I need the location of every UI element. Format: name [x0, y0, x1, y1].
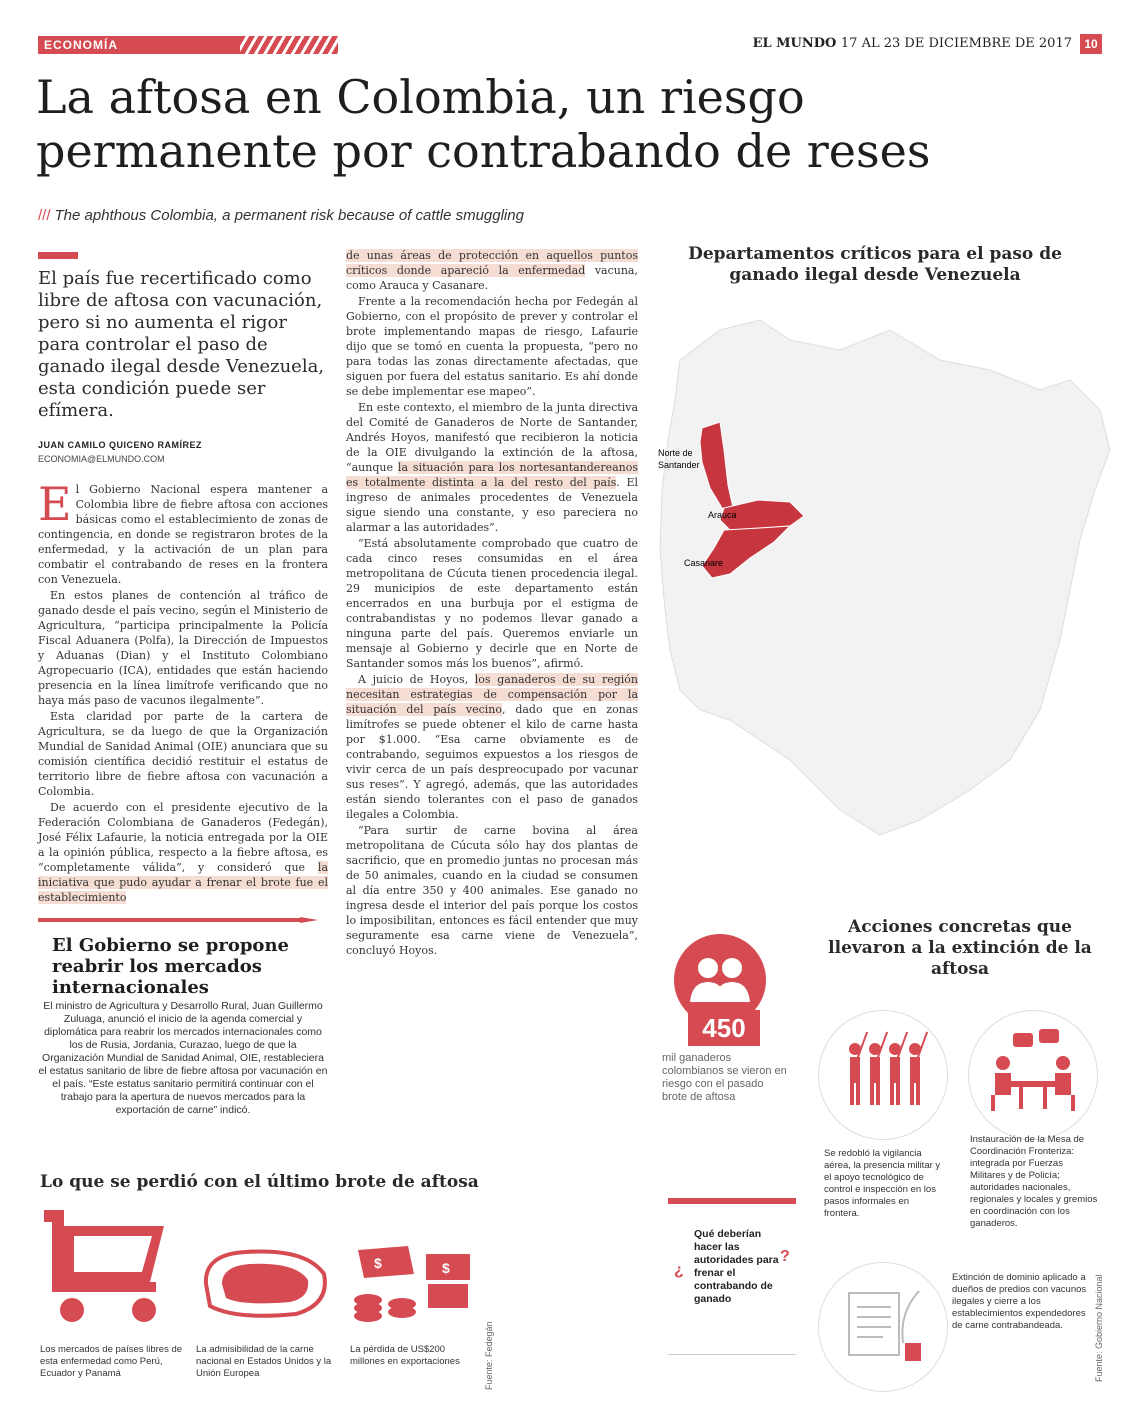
lead-bar	[38, 252, 78, 259]
svg-text:$: $	[442, 1260, 450, 1276]
masthead	[753, 36, 1072, 51]
map-label-casanare: Casanare	[684, 558, 724, 568]
col2-p3-highlight: la situación para los nortesantandereanos es totalmente distinta a la del resto del país	[346, 461, 638, 489]
page-number: 10	[1080, 34, 1102, 54]
map-label-norte-de-santander-1: Norte de	[658, 448, 693, 458]
lost-caption-2: La admisibilidad de la carne nacional en Estados Unidos y la Unión Europea	[196, 1344, 332, 1379]
lost-section-title: Lo que se perdió con el último brote de aftosa	[40, 1172, 479, 1192]
cart-icon	[40, 1206, 170, 1326]
document-quill-icon	[819, 1263, 947, 1391]
section-label: ECONOMÍA	[44, 38, 118, 52]
byline: JUAN CAMILO QUICENO RAMÍREZ	[38, 440, 202, 450]
col2-p5-highlight: los ganaderos de su región necesitan estrategias de compensación por la situación del país vecino	[346, 673, 638, 716]
lost-caption-3: La pérdida de US$200 millones en exportaciones	[350, 1344, 460, 1367]
col2-paragraph-1	[346, 248, 638, 293]
col2-p1-text: vacuna, como Arauca y Casanare.	[346, 264, 638, 292]
col2-p5-text-b: , dado que en zonas limítrofes se puede obtener el kilo de carne hasta por $1.000. “Esa carne obviamente es de contrabando, seguimos expuestos a los riesgos de vivir cerca de un país despreocupado por vacunar sus reses”. Y agregó, además, que las autoridades están siendo tolerantes con el paso de ganados ilegales a Colombia.	[346, 703, 638, 821]
dropcap: E	[38, 477, 72, 531]
col1-paragraph-3: Esta claridad por parte de la cartera de Agricultura, se da luego de que la Organización Mundial de Sanidad Animal (OIE) anunciara que su comisión científica decidió restituir el estatus de territorio libre de fiebre aftosa con vacunación a Colombia.	[38, 710, 328, 798]
meeting-icon	[969, 1011, 1097, 1139]
action-caption-1: Se redobló la vigilancia aérea, la presencia militar y el apoyo tecnológico de control e inspección en los pasos informales en frontera.	[824, 1148, 941, 1219]
venezuela-map	[640, 290, 1120, 850]
venezuela-landmass	[660, 320, 1110, 835]
col2-paragraph-2: Frente a la recomendación hecha por Fedegán al Gobierno, con el propósito de prever y controlar el brote implementando mapas de riesgo, Lafaurie dijo que se tomó en cuenta la propuesta, “pero no para todas las zonas directamente afectadas, que siguen por fuera del estatus sanitario. Es ahí donde se debe implementar ese mapeo”.	[346, 295, 638, 398]
subtitle-marks: ///	[38, 207, 51, 224]
action-circle-1	[818, 1010, 948, 1140]
map-title: Departamentos críticos para el paso de ganado ilegal desde Venezuela	[688, 244, 1062, 285]
action-caption-2: Instauración de la Mesa de Coordinación Fronteriza: integrada por Fuerzas Militares y de Policía; autoridades nacionales, regionales y locales y gremios en coordinación con los ganaderos.	[970, 1134, 1098, 1229]
meat-icon	[196, 1244, 332, 1320]
col2-paragraph-5	[346, 672, 638, 822]
actions-title: Acciones concretas que llevaron a la extinción de la aftosa	[828, 917, 1092, 979]
headline-line-2: permanente por contrabando de reses	[36, 124, 931, 178]
map-label-norte-de-santander-2: Santander	[658, 460, 700, 470]
map-label-arauca: Arauca	[708, 510, 737, 520]
sidebar-box-text: El ministro de Agricultura y Desarrollo Rural, Juan Guillermo Zuluaga, anunció el inicio de la agenda comercial y diplomática para reabrir los mercados internacionales como los de Rusia, Jordania, Curazao, luego de que la Organización Mundial de Sanidad Animal, OIE, restableciera el estatus sanitario de libre de fiebre aftosa por vacunación en el país. “Este estatus sanitario permitirá continuar con el trabajo para la apertura de nuevos mercados para la exportación de carne” indicó.	[38, 1000, 328, 1116]
subtitle	[38, 207, 524, 224]
issue-date: 17 AL 23 DE DICIEMBRE DE 2017	[840, 36, 1072, 51]
section-stripes	[240, 36, 338, 54]
soldiers-icon	[819, 1011, 947, 1139]
col2-p3-text-b: . El ingreso de animales procedentes de Venezuela sigue siendo una constante, y eso pareciera no alarmar a las autoridades”.	[346, 476, 638, 534]
col2-paragraph-6: “Para surtir de carne bovina al área metropolitana de Cúcuta sólo hay dos plantas de sacrificio, que en promedio juntas no procesan más de 50 animales, cuando en la ciudad se consumen al día entre 350 y 400 animales. Ese ganado no ingresa desde el interior del país porque los costos lo imposibilitan, entonces es fácil entender que muy seguramente esa carne viene de Venezuela”, concluyó Hoyos.	[346, 824, 638, 957]
article-column-1	[38, 477, 328, 906]
actions-source: Fuente: Gobierno Nacional	[1094, 1274, 1104, 1382]
money-icon	[348, 1244, 474, 1324]
paper-name: EL MUNDO	[752, 36, 837, 51]
lost-caption-1: Los mercados de países libres de esta enfermedad como Perú, Ecuador y Panamá	[40, 1344, 183, 1379]
lost-source: Fuente: Fedegán	[484, 1321, 494, 1390]
col1-p4-text: De acuerdo con el presidente ejecutivo de la Federación Colombiana de Ganaderos (Fedegán), José Félix Lafaurie, la noticia entregada por la OIE a la opinión pública, respecto a la fiebre aftosa, es “completamente válida”, y consideró que	[38, 801, 328, 874]
article-column-2	[346, 248, 638, 959]
action-caption-3: Extinción de dominio aplicado a dueños de predios con vacunos ilegales y cierre a los establecimientos expendedores de carne contrabandeada.	[952, 1272, 1087, 1331]
pencil-divider-icon	[38, 917, 318, 923]
col2-p5-text-a: A juicio de Hoyos,	[358, 673, 475, 686]
stat-caption: mil ganaderos colombianos se vieron en riesgo con el pasado brote de aftosa	[662, 1052, 787, 1103]
headline	[36, 70, 1116, 178]
col2-paragraph-3	[346, 400, 638, 535]
action-circle-2	[968, 1010, 1098, 1140]
action-circle-3	[818, 1262, 948, 1392]
col2-p1-highlight: de unas áreas de protección en aquellos puntos críticos donde apareció la enfermedad	[346, 249, 638, 277]
headline-line-1: La aftosa en Colombia, un riesgo	[36, 70, 805, 124]
subtitle-text: The aphthous Colombia, a permanent risk because of cattle smuggling	[54, 207, 524, 224]
sidebar-box-title: El Gobierno se propone reabrir los mercados internacionales	[52, 935, 289, 998]
question-text: Qué deberían hacer las autoridades para frenar el contrabando de ganado	[694, 1228, 779, 1305]
lead-paragraph: El país fue recertificado como libre de aftosa con vacunación, pero si no aumenta el rigor para controlar el paso de ganado ilegal desde Venezuela, esta condición puede ser efímera.	[38, 268, 325, 421]
col1-paragraph-1: l Gobierno Nacional espera mantener a Colombia libre de fiebre aftosa con acciones básicas como el establecimiento de zonas de contingencia, en donde se registraron brotes de la enfermedad, y la activación de un plan para combatir el contrabando de reses en la frontera con Venezuela.	[38, 483, 328, 586]
col2-p3-text-a: En este contexto, el miembro de la junta directiva del Comité de Ganaderos de Norte de Santander, Andrés Hoyos, manifestó que recibieron la noticia de la OIE divulgando la extinción de la aftosa, “aunque	[346, 401, 638, 474]
svg-text:$: $	[374, 1255, 382, 1271]
col1-paragraph-4	[38, 800, 328, 905]
col2-paragraph-4: “Está absolutamente comprobado que cuatro de cada cinco reses consumidas en el área metropolitana de Cúcuta tienen procedencia ilegal. 29 municipios de este departamento están encerrados en una burbuja por el estigma de contrabandistas y no podemos llevar ganado a ninguna parte del país. Queremos enviarle un mensaje al Gobierno y decirle que en Norte de Santander somos más los buenos”, afirmó.	[346, 537, 638, 670]
col1-p4-highlight: la iniciativa que pudo ayudar a frenar el brote fue el establecimiento	[38, 861, 328, 904]
question-open-mark: ¿	[674, 1262, 684, 1279]
author-email: ECONOMIA@ELMUNDO.COM	[38, 454, 165, 464]
stat-number: 450	[688, 1010, 760, 1046]
question-close-mark: ?	[780, 1248, 790, 1265]
col1-paragraph-2: En estos planes de contención al tráfico de ganado desde el país vecino, según el Ministerio de Agricultura, “participa principalmente la Policía Fiscal Aduanera (Polfa), la Dirección de Impuestos y Aduanas (Dian) y el Instituto Colombiano Agropecuario (ICA), entidades que están haciendo presencia en la línea limítrofe verificando que no haya más paso de vacunos ilegalmente”.	[38, 589, 328, 707]
